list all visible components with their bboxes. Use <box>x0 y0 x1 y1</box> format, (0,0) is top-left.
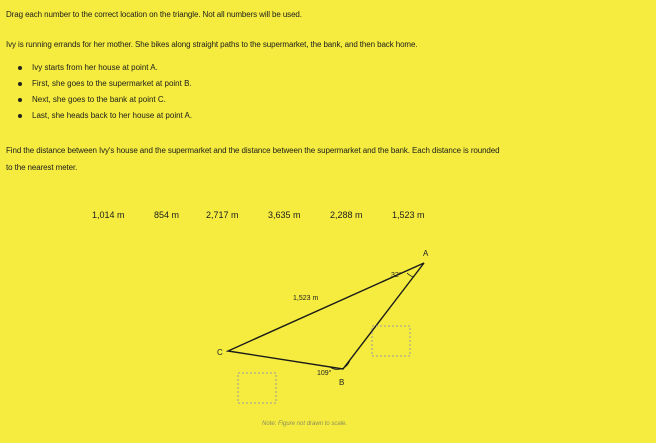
figure-note: Note: Figure not drawn to scale. <box>262 421 348 427</box>
answer-tile-1523[interactable]: 1,523 m <box>392 210 425 220</box>
intro-text: Ivy is running errands for her mother. She bikes along straight paths to the supermarket, the bank, and then back home. <box>6 40 418 49</box>
instruction-text: Drag each number to the correct location on the triangle. Not all numbers will be used. <box>6 10 302 19</box>
answer-tile-2288[interactable]: 2,288 m <box>330 210 363 220</box>
angle-b-label: 109° <box>317 370 332 377</box>
vertex-a-label: A <box>423 249 429 258</box>
list-item: First, she goes to the supermarket at point B. <box>18 78 192 94</box>
angle-a-arc <box>407 273 413 277</box>
question-text: Find the distance between Ivy's house and the supermarket and the distance between the supermarket and the bank. Each distance is rounded <box>6 146 500 155</box>
list-item: Last, she heads back to her house at point A. <box>18 110 192 126</box>
question-text-continued: to the nearest meter. <box>6 163 78 172</box>
angle-a-label: 32° <box>391 272 402 279</box>
side-ac-length-label: 1,523 m <box>293 295 319 302</box>
answer-tile-854[interactable]: 854 m <box>154 210 180 220</box>
answer-tile-1014[interactable]: 1,014 m <box>92 210 125 220</box>
drop-zone-side-bc[interactable] <box>238 373 276 403</box>
list-item: Next, she goes to the bank at point C. <box>18 94 192 110</box>
answer-tile-2717[interactable]: 2,717 m <box>206 210 239 220</box>
vertex-c-label: C <box>217 348 223 357</box>
list-item: Ivy starts from her house at point A. <box>18 62 192 78</box>
vertex-b-label: B <box>339 378 345 387</box>
drop-zone-side-ab[interactable] <box>372 326 410 356</box>
answer-tile-3635[interactable]: 3,635 m <box>268 210 301 220</box>
